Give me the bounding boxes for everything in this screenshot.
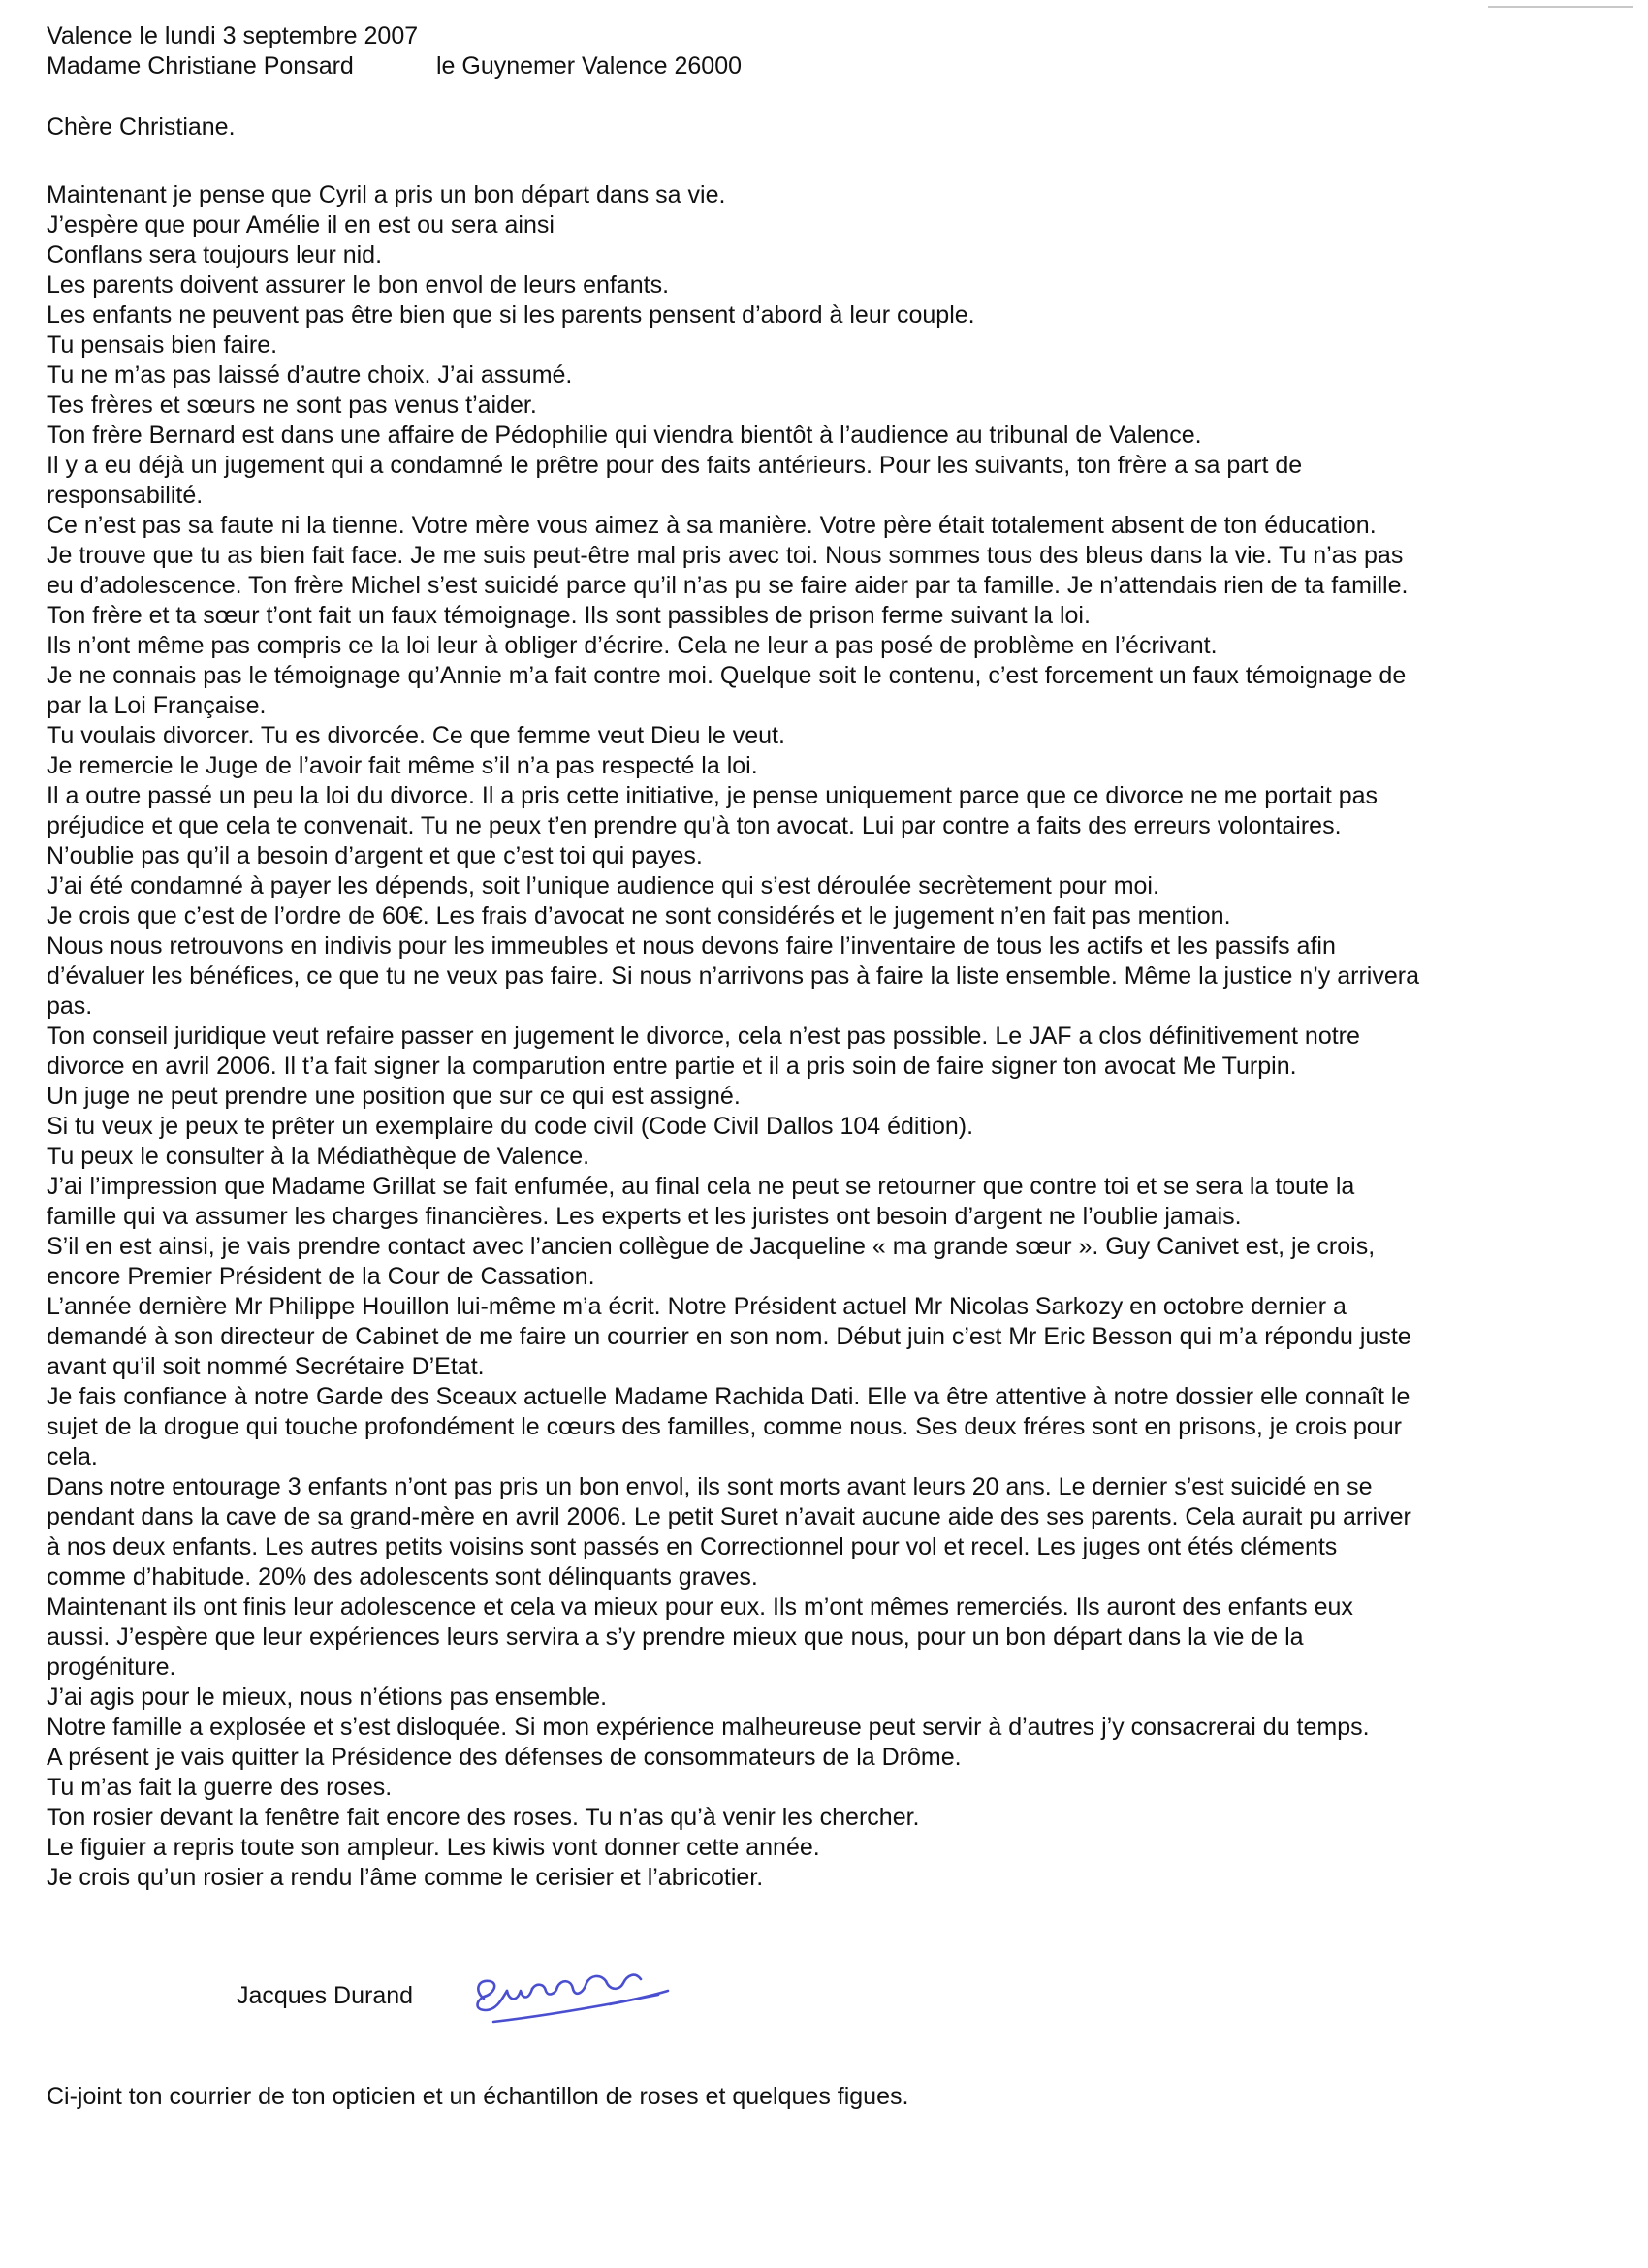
letter-line: à nos deux enfants. Les autres petits voisins sont passés en Correctionnel pour vol et recel. Les juges ont étés cléments [47, 1533, 1338, 1560]
letter-line: Ton conseil juridique veut refaire passer en jugement le divorce, cela n’est pas possible. Le JAF a clos définitivement notre [47, 1023, 1360, 1050]
letter-line: N’oublie pas qu’il a besoin d’argent et que c’est toi qui payes. [47, 842, 703, 869]
handwritten-signature [464, 1962, 697, 2030]
letter-line: Il a outre passé un peu la loi du divorce. Il a pris cette initiative, je pense uniquement parce que ce divorce ne me portait pas [47, 782, 1379, 809]
letter-line: préjudice et que cela te convenait. Tu ne peux t’en prendre qu’à ton avocat. Lui par contre a faits des erreurs volontaires. [47, 812, 1342, 839]
recipient-address: le Guynemer Valence 26000 [436, 52, 743, 79]
letter-line: Tu pensais bien faire. [47, 331, 278, 359]
letter-line: aussi. J’espère que leur expériences leurs servira a s’y prendre mieux que nous, pour un bon départ dans la vie de la [47, 1623, 1304, 1651]
letter-line: Dans notre entourage 3 enfants n’ont pas pris un bon envol, ils sont morts avant leurs 20 ans. Le dernier s’est suicidé en se [47, 1473, 1373, 1500]
letter-line: eu d’adolescence. Ton frère Michel s’est suicidé parce qu’il n’as pu se faire aider par ta famille. Je n’attendais rien de ta famille. [47, 572, 1409, 599]
letter-line: demandé à son directeur de Cabinet de me faire un courrier en son nom. Début juin c’est Mr Eric Besson qui m’a répondu juste [47, 1323, 1411, 1350]
letter-line: progéniture. [47, 1654, 176, 1681]
letter-line: avant qu’il soit nommé Secrétaire D’Etat. [47, 1353, 485, 1380]
letter-line: pendant dans la cave de sa grand-mère en avril 2006. Le petit Suret n’avait aucune aide des ses parents. Cela aurait pu arriver [47, 1503, 1411, 1530]
letter-line: encore Premier Président de la Cour de Cassation. [47, 1263, 595, 1290]
recipient-name: Madame Christiane Ponsard [47, 52, 354, 79]
letter-line: Je ne connais pas le témoignage qu’Annie m’a fait contre moi. Quelque soit le contenu, c’est forcement un faux témoignage de [47, 662, 1407, 689]
letter-line: A présent je vais quitter la Présidence des défenses de consommateurs de la Drôme. [47, 1744, 962, 1771]
letter-body [47, 180, 1627, 1893]
letter-line: Ils n’ont même pas compris ce la loi leur à obliger d’écrire. Cela ne leur a pas posé de problème en l’écrivant. [47, 632, 1218, 659]
letter-line: Maintenant ils ont finis leur adolescence et cela va mieux pour eux. Ils m’ont mêmes remerciés. Ils auront des enfants eux [47, 1593, 1353, 1621]
letter-line: Tu peux le consulter à la Médiathèque de Valence. [47, 1143, 590, 1170]
letter-line: cela. [47, 1443, 98, 1470]
letter-line: Je fais confiance à notre Garde des Sceaux actuelle Madame Rachida Dati. Elle va être attentive à notre dossier elle connaît le [47, 1383, 1410, 1410]
letter-line: Ton frère Bernard est dans une affaire de Pédophilie qui viendra bientôt à l’audience au tribunal de Valence. [47, 422, 1202, 449]
letter-line: Tu voulais divorcer. Tu es divorcée. Ce que femme veut Dieu le veut. [47, 722, 785, 749]
postscript: Ci-joint ton courrier de ton opticien et un échantillon de roses et quelques figues. [47, 2083, 909, 2110]
letter-line: divorce en avril 2006. Il t’a fait signer la comparution entre partie et il a pris soin de faire signer ton avocat Me Turpin. [47, 1053, 1297, 1080]
letter-line: Les parents doivent assurer le bon envol de leurs enfants. [47, 271, 670, 299]
letter-line: Ton frère et ta sœur t’ont fait un faux témoignage. Ils sont passibles de prison ferme suivant la loi. [47, 602, 1091, 629]
letter-header [47, 21, 742, 81]
letter-line: Tu m’as fait la guerre des roses. [47, 1774, 393, 1801]
letter-line: pas. [47, 992, 93, 1020]
letter-line: Je crois que c’est de l’ordre de 60€. Les frais d’avocat ne sont considérés et le jugement n’en fait pas mention. [47, 902, 1231, 929]
scan-edge-line [1488, 6, 1633, 8]
letter-line: Maintenant je pense que Cyril a pris un bon départ dans sa vie. [47, 181, 726, 208]
letter-line: Les enfants ne peuvent pas être bien que si les parents pensent d’abord à leur couple. [47, 301, 975, 329]
letter-line: Le figuier a repris toute son ampleur. Les kiwis vont donner cette année. [47, 1834, 820, 1861]
letter-line: J’ai été condamné à payer les dépends, soit l’unique audience qui s’est déroulée secrètement pour moi. [47, 872, 1159, 899]
letter-line: Ce n’est pas sa faute ni la tienne. Votre mère vous aimez à sa manière. Votre père était totalement absent de ton éducation. [47, 512, 1377, 539]
letter-line: L’année dernière Mr Philippe Houillon lui-même m’a écrit. Notre Président actuel Mr Nicolas Sarkozy en octobre dernier a [47, 1293, 1347, 1320]
letter-line: Ton rosier devant la fenêtre fait encore des roses. Tu n’as qu’à venir les chercher. [47, 1804, 920, 1831]
letter-line: J’ai l’impression que Madame Grillat se fait enfumée, au final cela ne peut se retourner que contre toi et se sera la toute la [47, 1173, 1355, 1200]
date-line: Valence le lundi 3 septembre 2007 [47, 22, 419, 49]
letter-line: Tes frères et sœurs ne sont pas venus t’aider. [47, 392, 537, 419]
letter-line: d’évaluer les bénéfices, ce que tu ne veux pas faire. Si nous n’arrivons pas à faire la liste ensemble. Même la justice n’y arrivera [47, 962, 1419, 990]
letter-line: responsabilité. [47, 482, 204, 509]
letter-line: sujet de la drogue qui touche profondément le cœurs des familles, comme nous. Ses deux fréres sont en prisons, je crois pour [47, 1413, 1402, 1440]
letter-line: S’il en est ainsi, je vais prendre contact avec l’ancien collègue de Jacqueline « ma grande sœur ». Guy Canivet est, je crois, [47, 1233, 1376, 1260]
letter-line: J’espère que pour Amélie il en est ou sera ainsi [47, 211, 555, 238]
letter-line: Il y a eu déjà un jugement qui a condamné le prêtre pour des faits antérieurs. Pour les suivants, ton frère a sa part de [47, 452, 1303, 479]
recipient-line [47, 51, 742, 81]
letter-line: Je trouve que tu as bien fait face. Je me suis peut-être mal pris avec toi. Nous sommes tous des bleus dans la vie. Tu n’as pas [47, 542, 1404, 569]
letter-line: Notre famille a explosée et s’est disloquée. Si mon expérience malheureuse peut servir à d’autres j’y consacrerai du temps. [47, 1714, 1370, 1741]
letter-line: comme d’habitude. 20% des adolescents sont délinquants graves. [47, 1563, 758, 1591]
letter-line: J’ai agis pour le mieux, nous n’étions pas ensemble. [47, 1684, 608, 1711]
letter-line: Tu ne m’as pas laissé d’autre choix. J’ai assumé. [47, 362, 573, 389]
letter-line: Un juge ne peut prendre une position que sur ce qui est assigné. [47, 1083, 741, 1110]
letter-line: par la Loi Française. [47, 692, 267, 719]
letter-line: Nous nous retrouvons en indivis pour les immeubles et nous devons faire l’inventaire de tous les actifs et les passifs afin [47, 932, 1336, 960]
letter-line: famille qui va assumer les charges financières. Les experts et les juristes ont besoin d’argent ne l’oublie jamais. [47, 1203, 1242, 1230]
letter-line: Conflans sera toujours leur nid. [47, 241, 383, 268]
letter-line: Je remercie le Juge de l’avoir fait même s’il n’a pas respecté la loi. [47, 752, 758, 779]
salutation: Chère Christiane. [47, 113, 236, 141]
letter-line: Si tu veux je peux te prêter un exemplaire du code civil (Code Civil Dallos 104 édition). [47, 1113, 974, 1140]
signature-name: Jacques Durand [237, 1982, 414, 2009]
letter-line: Je crois qu’un rosier a rendu l’âme comme le cerisier et l’abricotier. [47, 1864, 764, 1891]
